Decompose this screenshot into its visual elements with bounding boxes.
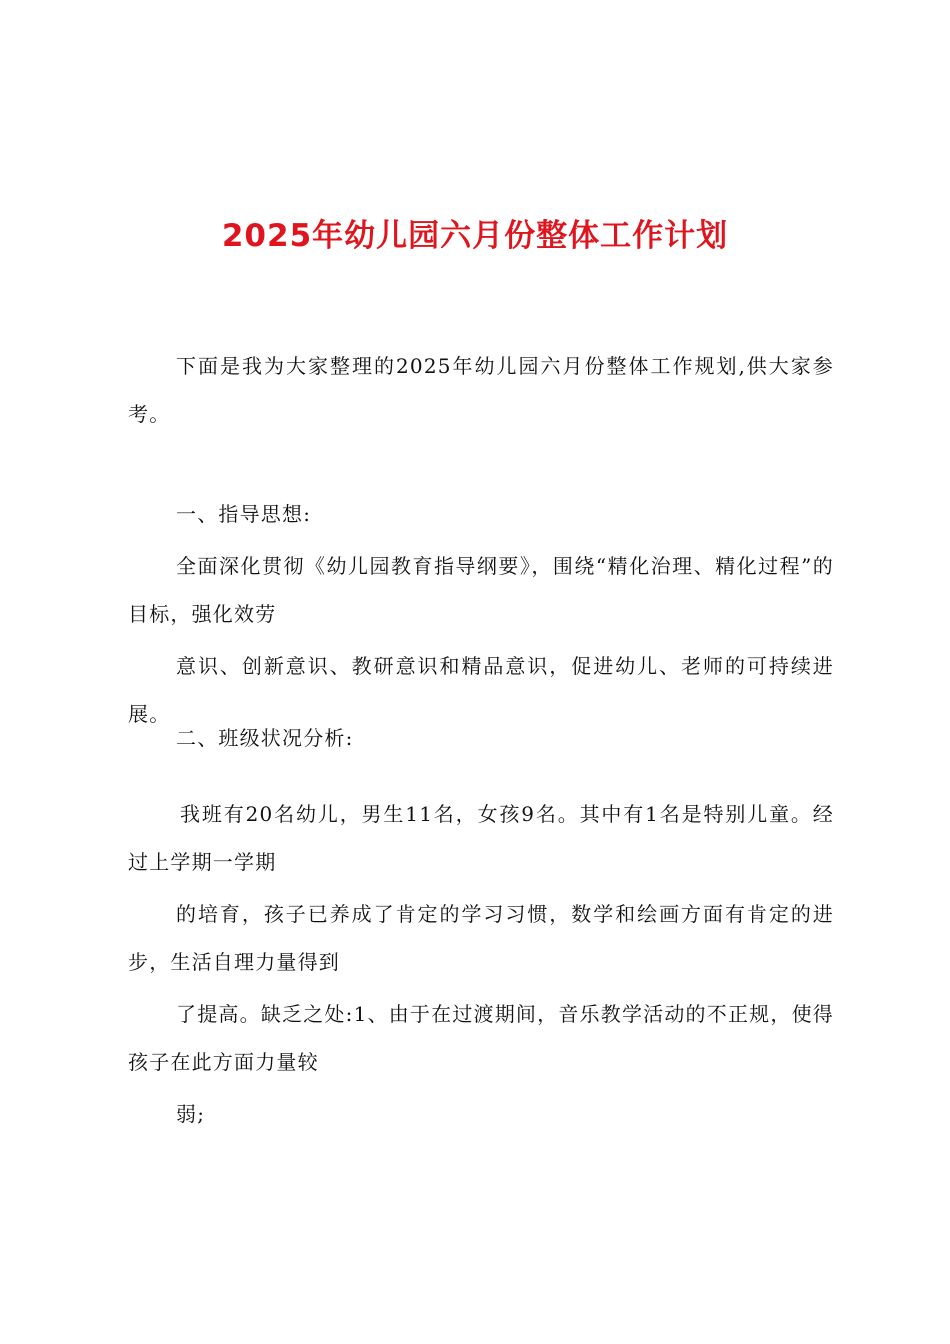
guiding-text-1: 全面深化贯彻《幼儿园教育指导纲要》，围绕“精化治理、精化过程”的目标，强化效劳	[128, 554, 834, 626]
class-paragraph-1	[128, 790, 834, 886]
class-text-1: 我班有20名幼儿，男生11名，女孩9名。其中有1名是特别儿童。经过上学期一学期	[128, 802, 834, 874]
intro-text: 下面是我为大家整理的2025年幼儿园六月份整体工作规划,供大家参考。	[128, 354, 834, 426]
class-text-2: 的培育，孩子已养成了肯定的学习习惯，数学和绘画方面有肯定的进步，生活自理力量得到	[128, 902, 834, 974]
heading-class-text: 二、班级状况分析:	[176, 726, 354, 750]
intro-paragraph	[128, 342, 834, 438]
class-paragraph-2	[128, 890, 834, 986]
heading-guiding-text: 一、指导思想:	[176, 502, 312, 526]
guiding-text-2: 意识、创新意识、教研意识和精品意识，促进幼儿、老师的可持续进展。	[128, 654, 834, 726]
class-text-4: 弱;	[176, 1102, 206, 1126]
section-heading-guiding	[128, 490, 834, 538]
class-paragraph-4	[128, 1090, 834, 1138]
class-text-3: 了提高。缺乏之处:1、由于在过渡期间，音乐教学活动的不正规，使得孩子在此方面力量较	[128, 1002, 834, 1074]
class-paragraph-3	[128, 990, 834, 1086]
section-heading-class	[128, 714, 834, 762]
document-title: 2025年幼儿园六月份整体工作计划	[221, 218, 729, 254]
guiding-paragraph-1	[128, 542, 834, 638]
